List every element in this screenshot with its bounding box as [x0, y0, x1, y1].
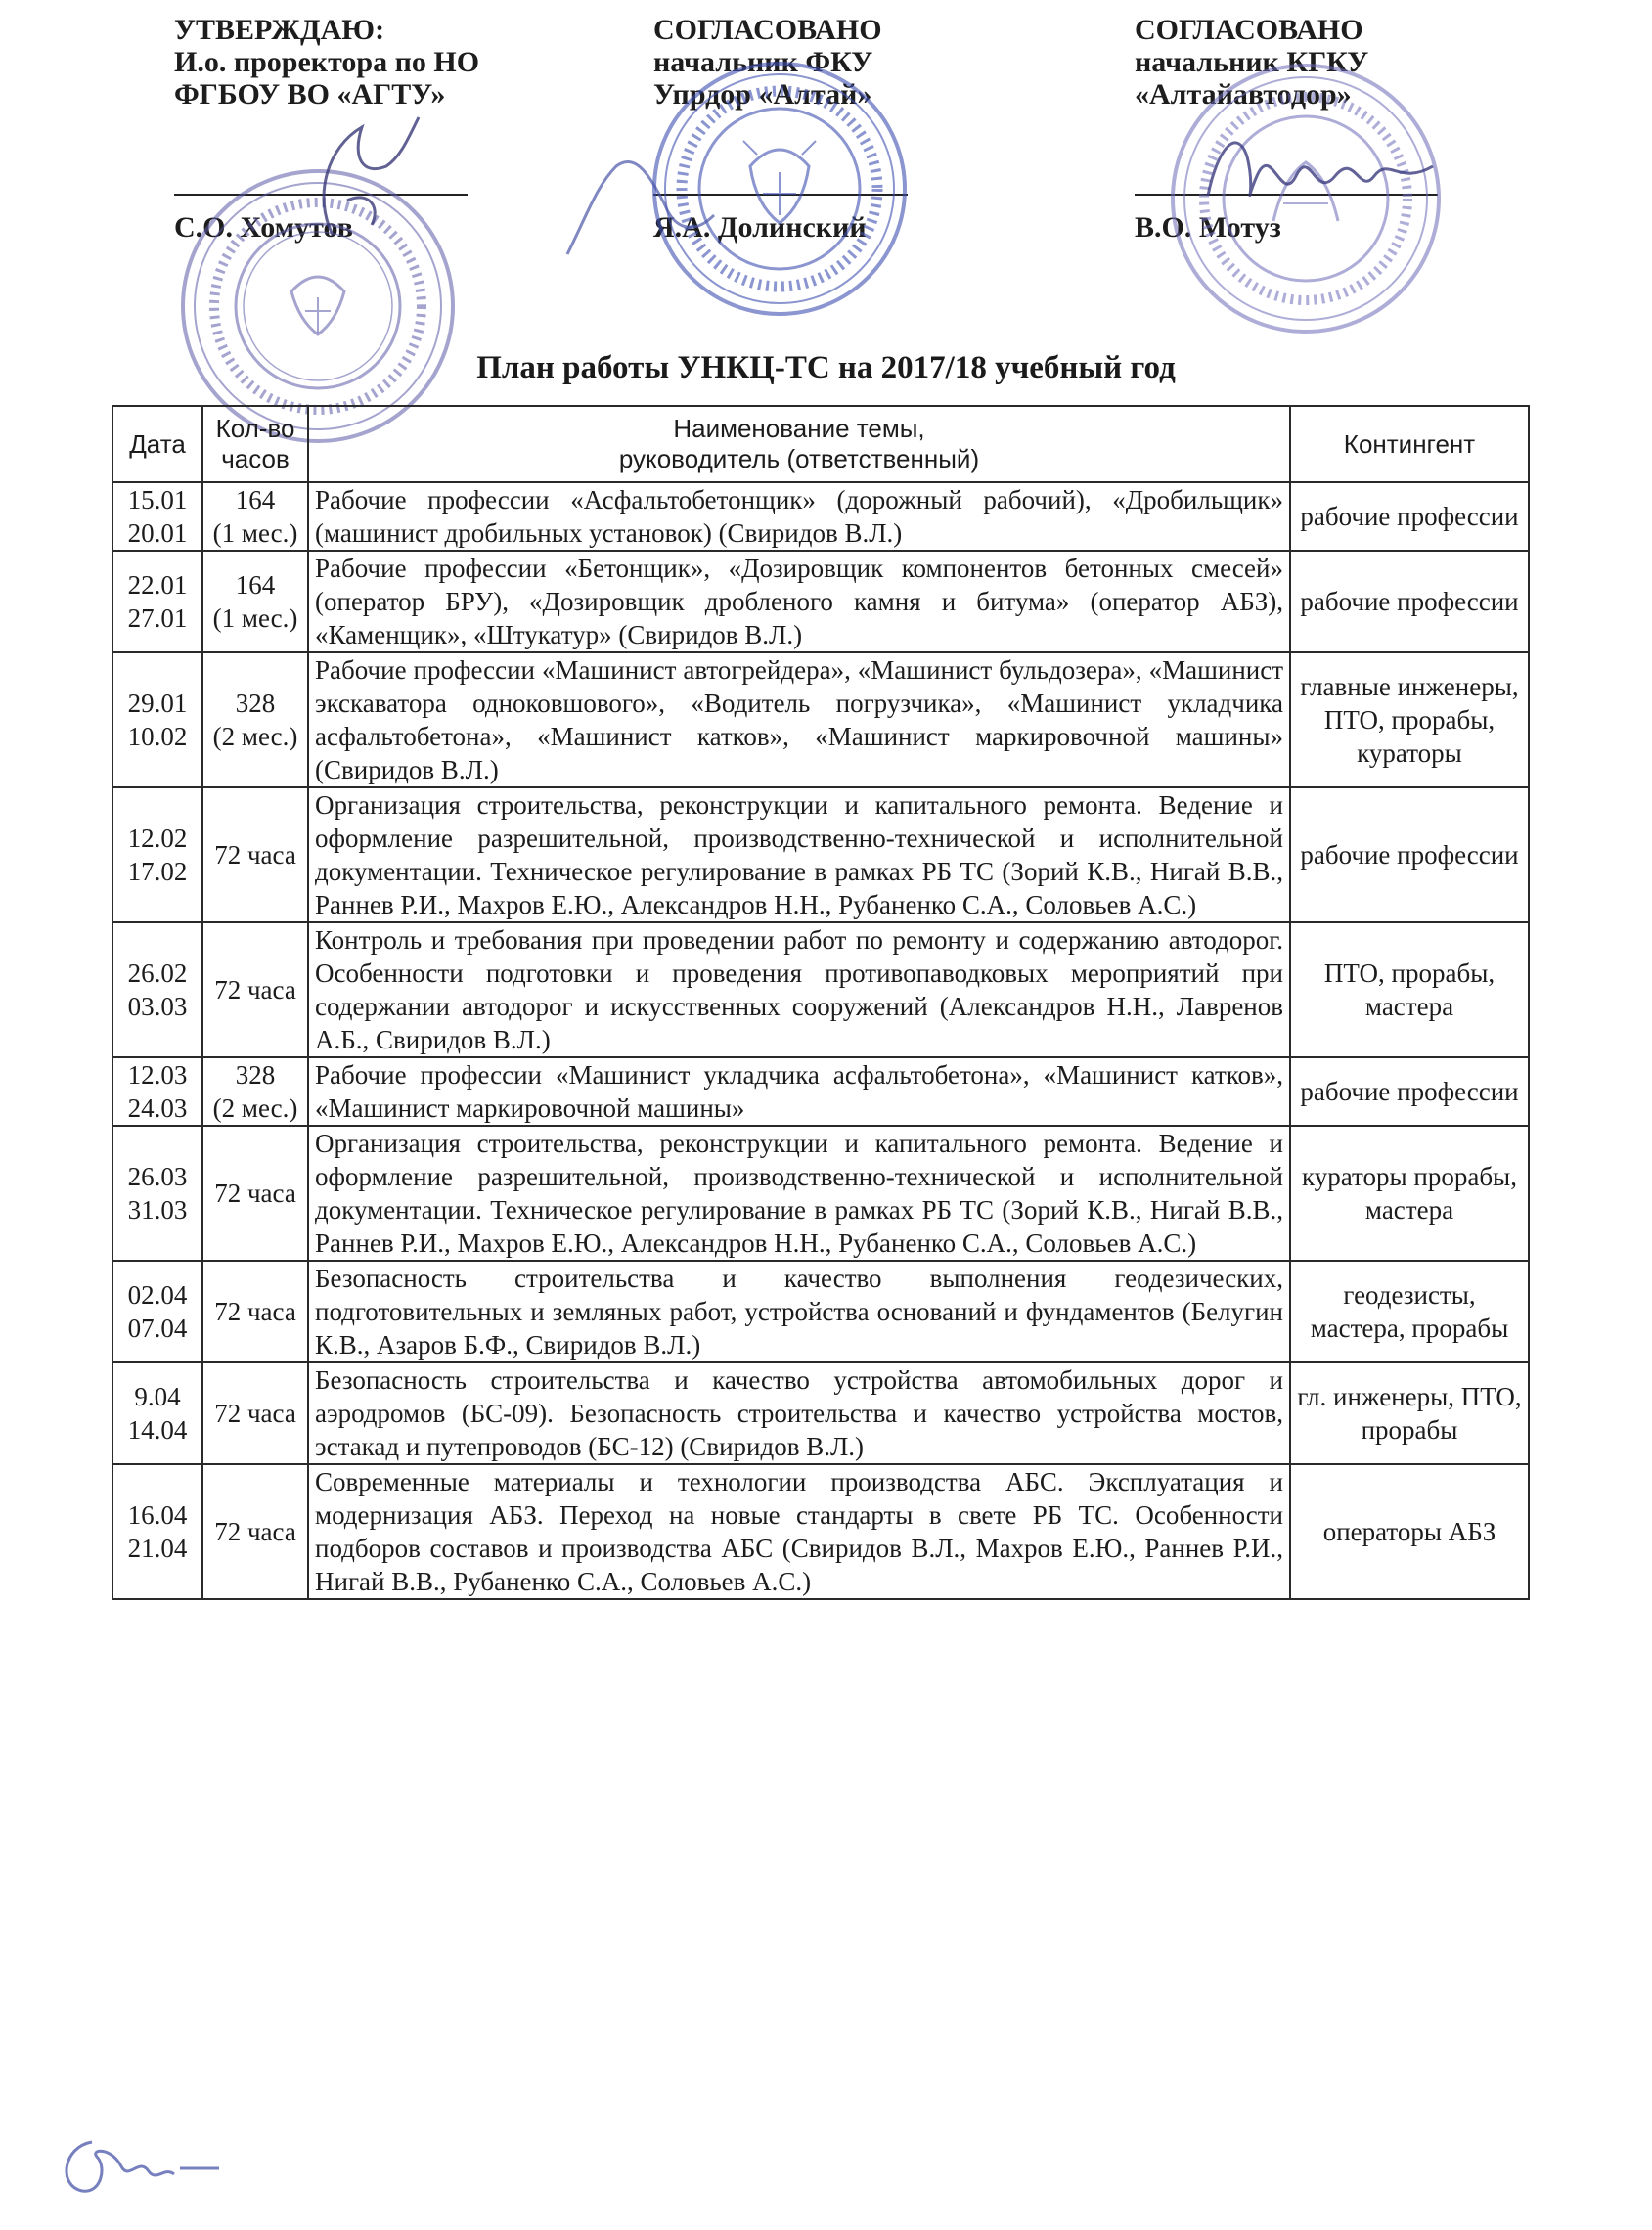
table-row [112, 551, 1529, 652]
date-cell [112, 652, 202, 787]
approval-block-rector [174, 14, 585, 244]
document-title: План работы УНКЦ-ТС на 2017/18 учебный год [476, 350, 1176, 385]
contingent-cell: рабочие профессии [1290, 482, 1529, 551]
contingent-cell: операторы АБЗ [1290, 1464, 1529, 1599]
date-cell [112, 787, 202, 922]
date-cell [112, 551, 202, 652]
hours-value: 72 часа [214, 1297, 296, 1326]
date-start: 16.04 [127, 1500, 188, 1530]
hours-cell [202, 1126, 308, 1261]
date-cell [112, 1057, 202, 1126]
signature-line [1135, 194, 1438, 196]
approval-block-altaiavtodor [1135, 14, 1545, 244]
upravlenie-signature-icon [558, 147, 724, 274]
table-row [112, 482, 1529, 551]
table-row [112, 1464, 1529, 1599]
contingent-cell: рабочие профессии [1290, 1057, 1529, 1126]
date-end: 20.01 [127, 518, 188, 548]
header-topic-line2: руководитель (ответственный) [618, 444, 980, 473]
topic-cell: Безопасность строительства и качество выполнения геодезических, подготовительных и земляных работ, устройства оснований и фундаментов (Белугин К.В., Азаров Б.Ф., Свиридов В.Л.) [308, 1261, 1290, 1362]
date-start: 9.04 [134, 1382, 181, 1411]
hours-cell [202, 1057, 308, 1126]
contingent-cell: главные инженеры, ПТО, прорабы, кураторы [1290, 652, 1529, 787]
hours-note: (1 мес.) [212, 518, 298, 548]
hours-value: 72 часа [214, 975, 296, 1004]
date-start: 15.01 [127, 485, 188, 514]
hours-value: 164 [235, 485, 276, 514]
contingent-cell: геодезисты, мастера, прорабы [1290, 1261, 1529, 1362]
header-hours [202, 406, 308, 482]
date-cell [112, 1362, 202, 1464]
approval-line: начальник КГКУ [1135, 46, 1369, 78]
topic-cell: Контроль и требования при проведении работ по ремонту и содержанию автодорог. Особенности подготовки и проведения противопаводковых мероприятий при содержании автодорог и искусственных сооружений (Александров Н.Н., Лавренов А.Б., Свиридов В.Л.) [308, 922, 1290, 1057]
hours-cell [202, 1464, 308, 1599]
date-end: 24.03 [127, 1093, 188, 1123]
contingent-cell: гл. инженеры, ПТО, прорабы [1290, 1362, 1529, 1464]
approval-block-upravlenie [653, 14, 1064, 244]
header-contingent: Контингент [1290, 406, 1529, 482]
table-header-row [112, 406, 1529, 482]
approval-line: начальник ФКУ [653, 46, 873, 78]
bottom-initials-signature-icon [53, 2127, 229, 2206]
hours-cell [202, 922, 308, 1057]
date-start: 26.02 [127, 959, 188, 988]
header-hours-line2: часов [221, 444, 290, 473]
table-row [112, 1057, 1529, 1126]
topic-cell: Рабочие профессии «Бетонщик», «Дозировщик компонентов бетонных смесей» (оператор БРУ), «Дозировщик дробленого камня и битума» (оператор АБЗ), «Каменщик», «Штукатур» (Свиридов В.Л.) [308, 551, 1290, 652]
header-topic [308, 406, 1290, 482]
approval-line: «Алтайавтодор» [1135, 78, 1352, 111]
hours-value: 72 часа [214, 1179, 296, 1208]
topic-cell: Рабочие профессии «Асфальтобетонщик» (дорожный рабочий), «Дробильщик» (машинист дробильных установок) (Свиридов В.Л.) [308, 482, 1290, 551]
contingent-cell: рабочие профессии [1290, 787, 1529, 922]
hours-value: 72 часа [214, 840, 296, 870]
hours-value: 164 [235, 570, 276, 600]
table-row [112, 652, 1529, 787]
date-start: 22.01 [127, 570, 188, 600]
plan-table [112, 405, 1530, 1600]
contingent-cell: ПТО, прорабы, мастера [1290, 922, 1529, 1057]
date-end: 27.01 [127, 603, 188, 633]
approval-line: СОГЛАСОВАНО [1135, 14, 1363, 46]
topic-cell: Рабочие профессии «Машинист автогрейдера», «Машинист бульдозера», «Машинист экскаватора одноковшового», «Водитель погрузчика», «Машинист укладчика асфальтобетона», «Машинист катков», «Машинист маркировочной машины» (Свиридов В.Л.) [308, 652, 1290, 787]
date-end: 21.04 [127, 1534, 188, 1563]
hours-value: 328 [235, 1060, 276, 1090]
signature-line [174, 194, 468, 196]
date-end: 17.02 [127, 857, 188, 886]
hours-cell [202, 652, 308, 787]
header-date: Дата [112, 406, 202, 482]
table-row [112, 787, 1529, 922]
topic-cell: Безопасность строительства и качество устройства автомобильных дорог и аэродромов (БС-09). Безопасность строительства и качество устройства мостов, эстакад и путепроводов (БС-12) (Свиридов В.Л.) [308, 1362, 1290, 1464]
hours-cell [202, 787, 308, 922]
signer-name: С.О. Хомутов [174, 211, 353, 244]
date-end: 07.04 [127, 1314, 188, 1343]
date-start: 12.02 [127, 824, 188, 853]
signature-line [653, 194, 908, 196]
date-end: 10.02 [127, 722, 188, 751]
table-row [112, 1126, 1529, 1261]
date-cell [112, 482, 202, 551]
hours-note: (2 мес.) [212, 1093, 298, 1123]
date-cell [112, 1464, 202, 1599]
signer-name: Я.А. Долинский [653, 211, 867, 244]
topic-cell: Современные материалы и технологии производства АБС. Эксплуатация и модернизация АБЗ. Переход на новые стандарты в свете РБ ТС. Особенности подборов составов и производства АБС (Свиридов В.Л., Махров Е.Ю., Раннев Р.И., Нигай В.В., Рубаненко С.А., Соловьев А.С.) [308, 1464, 1290, 1599]
approval-line: ФГБОУ ВО «АГТУ» [174, 78, 446, 111]
contingent-cell: рабочие профессии [1290, 551, 1529, 652]
hours-cell [202, 551, 308, 652]
hours-cell [202, 1261, 308, 1362]
date-start: 29.01 [127, 689, 188, 718]
topic-cell: Организация строительства, реконструкции и капитального ремонта. Ведение и оформление разрешительной, производственно-технической и исполнительной документации. Техническое регулирование в рамках РБ ТС (Зорий К.В., Нигай В.В., Раннев Р.И., Махров Е.Ю., Александров Н.Н., Рубаненко С.А., Соловьев А.С.) [308, 1126, 1290, 1261]
altaiavtodor-signature-icon [1198, 117, 1443, 225]
hours-cell [202, 1362, 308, 1464]
hours-value: 72 часа [214, 1517, 296, 1546]
date-end: 14.04 [127, 1415, 188, 1445]
approval-line: СОГЛАСОВАНО [653, 14, 882, 46]
hours-note: (2 мес.) [212, 722, 298, 751]
signer-name: В.О. Мотуз [1135, 211, 1281, 244]
header-hours-line1: Кол-во [215, 414, 295, 443]
hours-value: 328 [235, 689, 276, 718]
header-topic-line1: Наименование темы, [673, 414, 925, 443]
table-row [112, 922, 1529, 1057]
date-cell [112, 1261, 202, 1362]
date-cell [112, 1126, 202, 1261]
table-row [112, 1261, 1529, 1362]
table-row [112, 1362, 1529, 1464]
hours-cell [202, 482, 308, 551]
topic-cell: Рабочие профессии «Машинист укладчика асфальтобетона», «Машинист катков», «Машинист маркировочной машины» [308, 1057, 1290, 1126]
hours-value: 72 часа [214, 1399, 296, 1428]
date-start: 12.03 [127, 1060, 188, 1090]
contingent-cell: кураторы прорабы, мастера [1290, 1126, 1529, 1261]
approval-line: УТВЕРЖДАЮ: [174, 14, 385, 46]
date-cell [112, 922, 202, 1057]
hours-note: (1 мес.) [212, 603, 298, 633]
date-end: 03.03 [127, 992, 188, 1021]
date-start: 02.04 [127, 1280, 188, 1310]
approval-line: И.о. проректора по НО [174, 46, 480, 78]
date-start: 26.03 [127, 1162, 188, 1191]
topic-cell: Организация строительства, реконструкции и капитального ремонта. Ведение и оформление разрешительной, производственно-технической и исполнительной документации. Техническое регулирование в рамках РБ ТС (Зорий К.В., Нигай В.В., Раннев Р.И., Махров Е.Ю., Александров Н.Н., Рубаненко С.А., Соловьев А.С.) [308, 787, 1290, 922]
date-end: 31.03 [127, 1195, 188, 1225]
approval-line: Упрдор «Алтай» [653, 78, 872, 111]
